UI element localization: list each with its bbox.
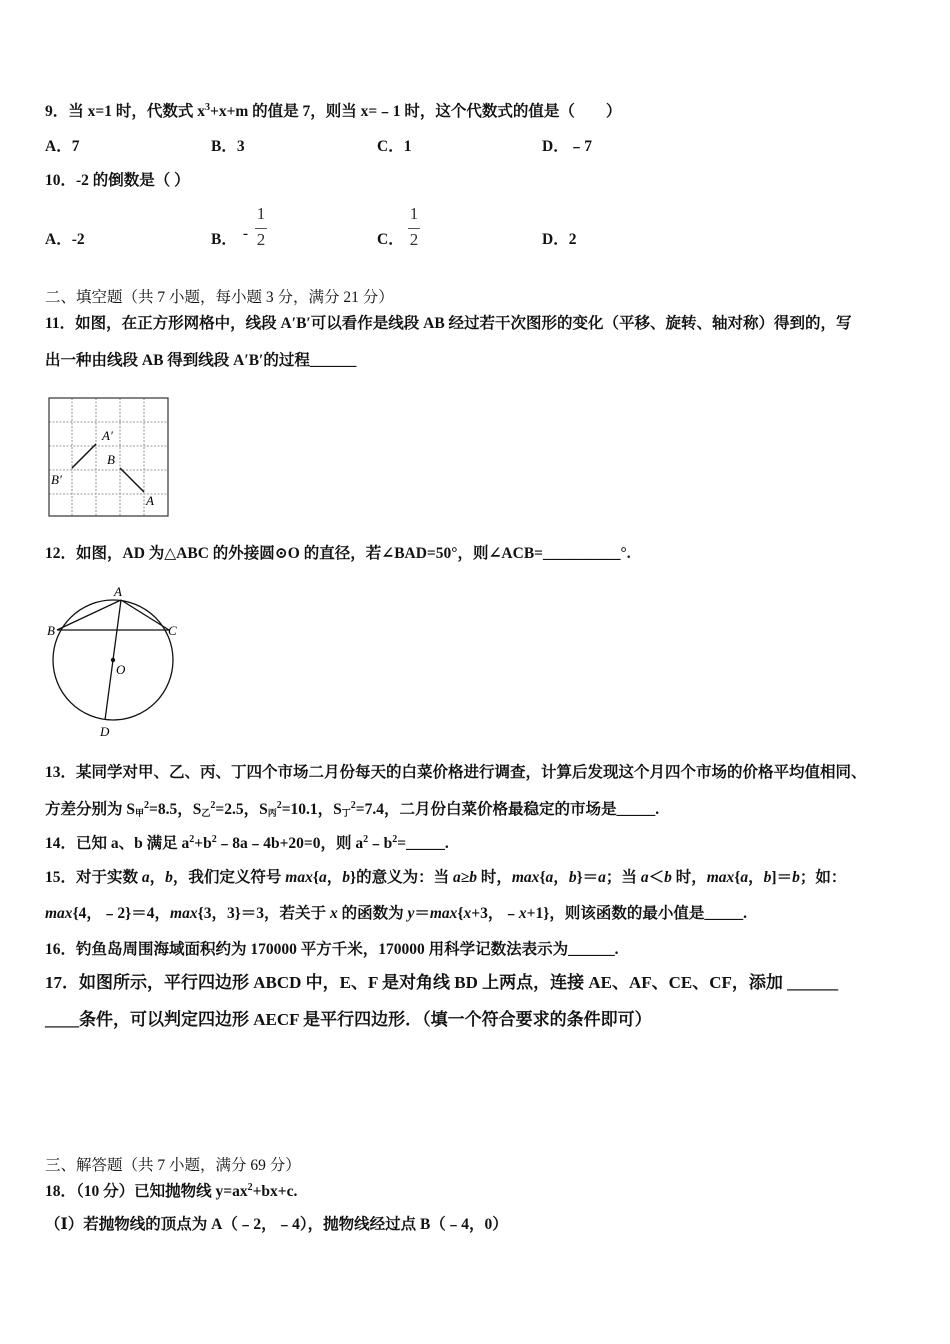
q10-b-numerator: 1	[256, 204, 266, 223]
q18-text: 18．（10 分）已知抛物线 $y=ax^2+bx+c$.	[45, 1182, 298, 1200]
q10-c-fraction-bar	[408, 228, 420, 229]
q12-circle-figure	[44, 582, 194, 742]
q11-line1: 11．如图，在正方形网格中，线段 A′B′可以看作是线段 AB 经过若干次图形的变化（平移、旋转、轴对称）得到的，写	[45, 315, 852, 332]
q11-line2: 出一种由线段 AB 得到线段 A′B′的过程______	[45, 352, 357, 369]
section2-title: 二、填空题（共 7 小题，每小题 3 分，满分 21 分）	[45, 289, 394, 306]
q13-line1: 13．某同学对甲、乙、丙、丁四个市场二月份每天的白菜价格进行调查，计算后发现这个月四个市场的价格平均值相同、	[45, 764, 867, 781]
chord-ac	[121, 600, 169, 630]
q9-option-c: C．1	[377, 138, 412, 155]
q10-option-d: D．2	[542, 231, 577, 248]
q15-line1: 15．对于实数 a，b，我们定义符号 max{a，b}的意义为：当 a≥b 时，max{a，b}＝a；当 a＜b 时，max{a，b]＝b；如：	[45, 869, 847, 886]
center-point	[111, 658, 115, 662]
q14-text: 14．已知 a、b 满足 $a^2+b^2﹣8a﹣4b+20=0$，则 $a^2﹣b^2=\_\_\_\_\_$.	[45, 834, 449, 852]
q10-text: 10．-2 的倒数是（ ）	[45, 172, 190, 189]
q18-part1: （Ⅰ）若抛物线的顶点为 A（﹣2，﹣4），抛物线经过点 B（﹣4，0）	[45, 1216, 508, 1233]
label-b: B	[47, 623, 55, 638]
q10-b-fraction-bar	[255, 228, 267, 229]
label-d: D	[100, 724, 110, 739]
q9-text: 9．当 x=1 时，代数式 $x^3+x+m$ 的值是 7，则当 x=﹣1 时，这个代数式的值是（ ）	[45, 102, 622, 120]
label-a-prime: A′	[102, 428, 113, 443]
q11-grid-figure	[47, 396, 171, 518]
q9-option-b: B．3	[211, 138, 245, 155]
q17-line1: 17．如图所示，平行四边形 ABCD 中，E、F 是对角线 BD 上两点，连接 AE、AF、CE、CF，添加 ______	[45, 973, 839, 992]
q16-text: 16．钓鱼岛周围海域面积约为 170000 平方千米，170000 用科学记数法表示为______.	[45, 941, 619, 958]
label-c: C	[168, 623, 177, 638]
q10-option-c: C．	[377, 231, 404, 248]
q17-line2: ____条件，可以判定四边形 AECF 是平行四边形．（填一个符合要求的条件即可）	[45, 1010, 652, 1029]
label-a: A	[146, 493, 154, 508]
q10-c-denominator: 2	[409, 230, 419, 249]
q15-line2: max{4，﹣2}＝4，max{3，3}＝3，若关于 x 的函数为 y＝max{x+3，﹣x+1}，则该函数的最小值是_____.	[45, 905, 747, 922]
section3-title: 三、解答题（共 7 小题，满分 69 分）	[45, 1157, 301, 1174]
segment-ab	[120, 468, 144, 492]
segment-a-prime-b-prime	[72, 444, 96, 468]
label-b-prime: B′	[51, 472, 62, 487]
q10-b-denominator: 2	[256, 230, 266, 249]
q12-text: 12．如图，AD 为△ABC 的外接圆⊙O 的直径，若∠BAD=50°，则∠ACB=__________°.	[45, 545, 631, 562]
label-b: B	[107, 452, 115, 467]
q10-c-numerator: 1	[409, 204, 419, 223]
q13-line2: 方差分别为 $S_甲^2=8.5$，$S_乙^2=2.5$，$S_丙^2=10.1$，$S_丁^2=7.4$，二月份白菜价格最稳定的市场是_____.	[45, 800, 660, 818]
q10-option-a: A．-2	[45, 231, 85, 248]
q10-option-b: B． -	[211, 225, 249, 248]
label-a: A	[114, 584, 122, 599]
q9-option-d: D．﹣7	[542, 138, 592, 155]
label-o: O	[116, 662, 126, 677]
q9-option-a: A．7	[45, 138, 80, 155]
